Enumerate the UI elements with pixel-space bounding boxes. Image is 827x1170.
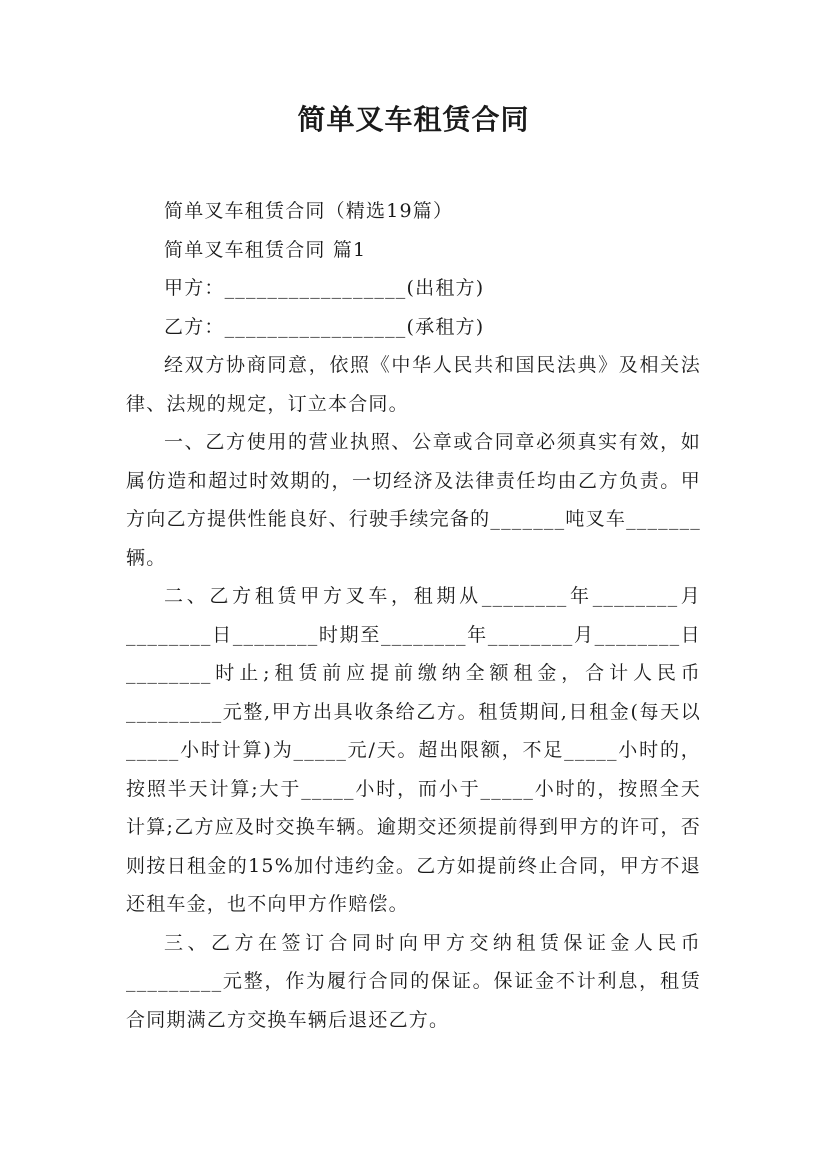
clause-3-paragraph: 三、乙方在签订合同时向甲方交纳租赁保证金人民币_________元整，作为履行合同的保证。保证金不计利息，租赁合同期满乙方交换车辆后退还乙方。 [126, 931, 701, 1031]
subtitle-paragraph: 简单叉车租赁合同（精选19篇） [164, 200, 454, 222]
document-title: 简单叉车租赁合同 [297, 103, 530, 136]
document-body [126, 192, 701, 1039]
party-a-line: 甲方：_________________(出租方) [164, 277, 485, 299]
clause-2-paragraph: 二、乙方租赁甲方叉车，租期从________年________月________日________时期至________年________月________日________时止;租赁前应提前缴纳全额租金，合计人民币_________元整,甲方出具收条给乙方。租赁期间,日租金(每天以_____小时计算)为_____元/天。超出限额，不足_____小时的，按照半天计算;大于_____小时，而小于_____小时的，按照全天计算;乙方应及时交换车辆。逾期交还须提前得到甲方的许可，否则按日租金的15%加付违约金。乙方如提前终止合同，甲方不退还租车金，也不向甲方作赔偿。 [126, 585, 701, 915]
clause-1-paragraph: 一、乙方使用的营业执照、公章或合同章必须真实有效，如属仿造和超过时效期的，一切经济及法律责任均由乙方负责。甲方向乙方提供性能良好、行驶手续完备的_______吨叉车_______辆。 [126, 431, 701, 569]
intro-paragraph: 经双方协商同意，依照《中华人民共和国民法典》及相关法律、法规的规定，订立本合同。 [126, 354, 701, 415]
party-b-line: 乙方：_________________(承租方) [164, 315, 485, 338]
section-heading: 简单叉车租赁合同 篇1 [164, 238, 367, 261]
